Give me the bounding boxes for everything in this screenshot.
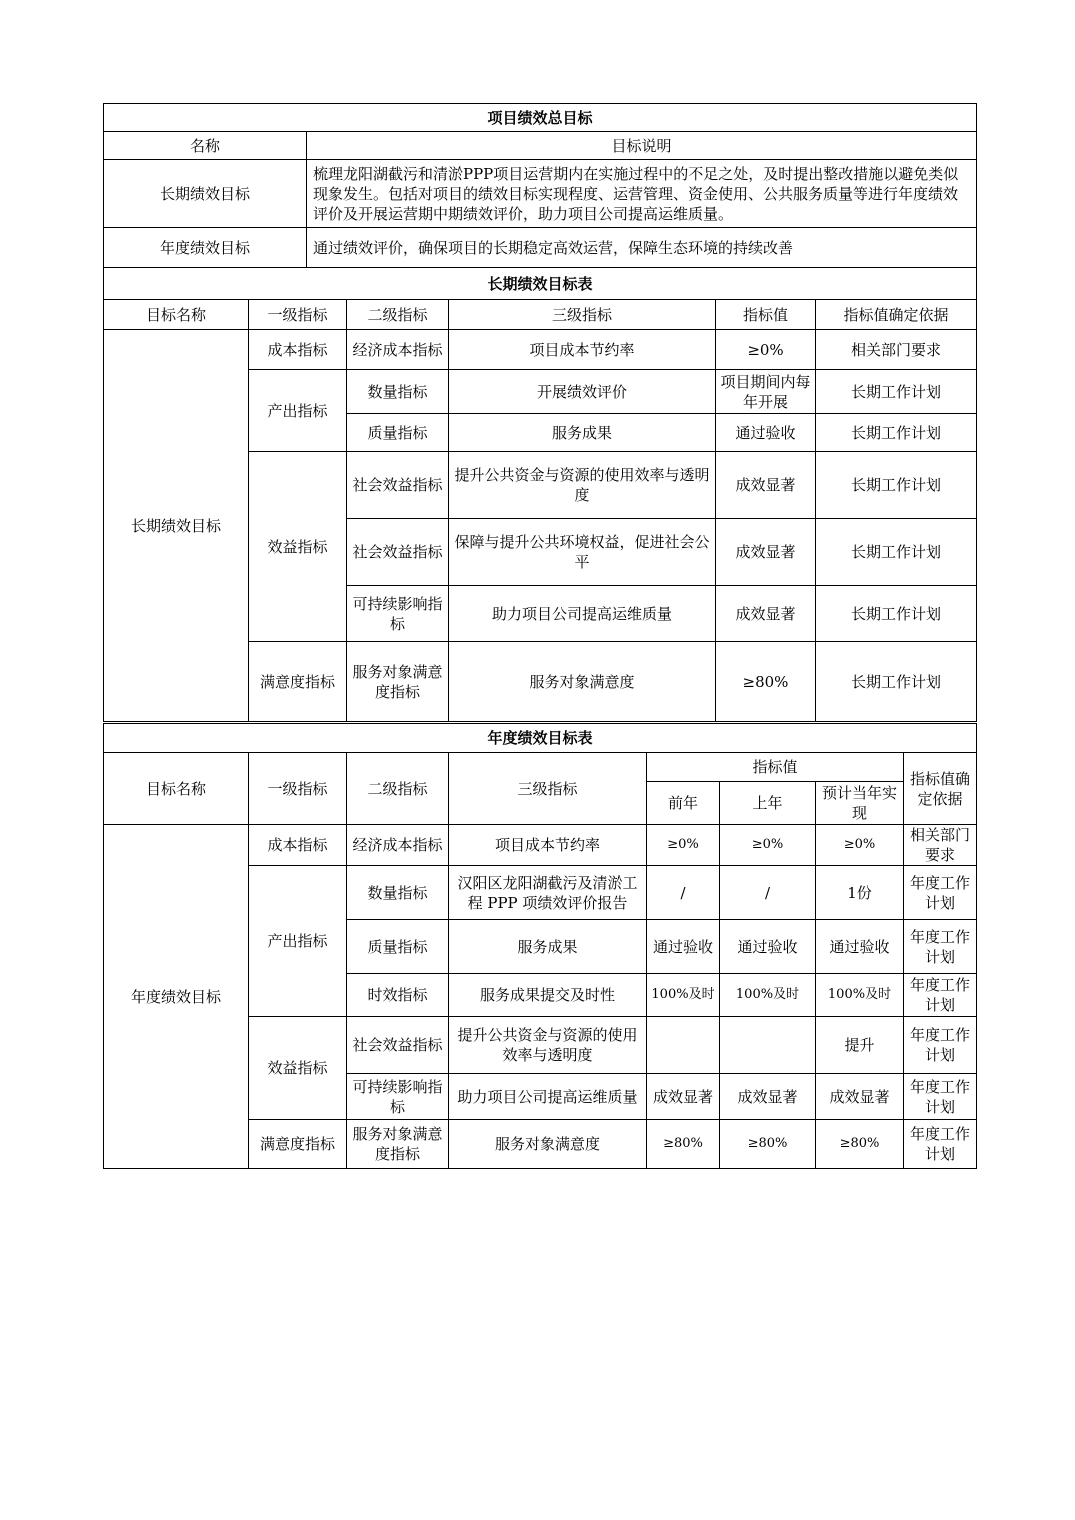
level2-cell: 社会效益指标: [347, 1017, 449, 1074]
current-cell: 1份: [816, 866, 904, 920]
basis-cell: 长期工作计划: [816, 370, 977, 414]
header-name: 名称: [104, 132, 307, 160]
basis-cell: 年度工作计划: [904, 1017, 977, 1074]
level1-cell: 效益指标: [249, 1017, 347, 1120]
col-header: 指标值: [716, 300, 816, 330]
basis-cell: 年度工作计划: [904, 920, 977, 974]
basis-cell: 长期工作计划: [816, 519, 977, 586]
level2-cell: 数量指标: [347, 866, 449, 920]
value-subheader: 前年: [647, 782, 720, 825]
level3-cell: 服务成果提交及时性: [449, 974, 647, 1017]
basis-cell: 长期工作计划: [816, 452, 977, 519]
col-header: 一级指标: [249, 753, 347, 825]
prev1-cell: 100%及时: [720, 974, 816, 1017]
level2-cell: 时效指标: [347, 974, 449, 1017]
basis-cell: 长期工作计划: [816, 586, 977, 642]
col-header: 三级指标: [449, 753, 647, 825]
level3-cell: 汉阳区龙阳湖截污及清淤工程 PPP 项绩效评价报告: [449, 866, 647, 920]
prev1-cell: 通过验收: [720, 920, 816, 974]
level3-cell: 项目成本节约率: [449, 330, 716, 370]
level2-cell: 可持续影响指标: [347, 586, 449, 642]
prev2-cell: ≥0%: [647, 825, 720, 866]
current-cell: ≥0%: [816, 825, 904, 866]
level2-cell: 经济成本指标: [347, 330, 449, 370]
current-cell: 提升: [816, 1017, 904, 1074]
header-desc: 目标说明: [307, 132, 977, 160]
level2-cell: 可持续影响指标: [347, 1074, 449, 1120]
basis-cell: 相关部门要求: [904, 825, 977, 866]
value-subheader: 上年: [720, 782, 816, 825]
value-subheader: 预计当年实现: [816, 782, 904, 825]
prev2-cell: 通过验收: [647, 920, 720, 974]
basis-cell: 相关部门要求: [816, 330, 977, 370]
prev1-cell: /: [720, 866, 816, 920]
level3-cell: 服务对象满意度: [449, 1120, 647, 1169]
level3-cell: 服务成果: [449, 920, 647, 974]
prev2-cell: 100%及时: [647, 974, 720, 1017]
col-header: 二级指标: [347, 300, 449, 330]
col-header: 指标值: [647, 753, 904, 782]
long-goal-desc: 梳理龙阳湖截污和清淤PPP项目运营期内在实施过程中的不足之处，及时提出整改措施以避免类似现象发生。包括对项目的绩效目标实现程度、运营管理、资金使用、公共服务质量等进行年度绩效评价及开展运营期中期绩效评价，助力项目公司提高运维质量。: [307, 160, 977, 228]
level2-cell: 质量指标: [347, 920, 449, 974]
value-cell: 项目期间内每年开展: [716, 370, 816, 414]
annual-goal-desc: 通过绩效评价，确保项目的长期稳定高效运营，保障生态环境的持续改善: [307, 228, 977, 268]
level2-cell: 社会效益指标: [347, 452, 449, 519]
value-cell: ≥80%: [716, 642, 816, 722]
level1-cell: 满意度指标: [249, 1120, 347, 1169]
level2-cell: 服务对象满意度指标: [347, 642, 449, 722]
basis-cell: 长期工作计划: [816, 642, 977, 722]
goal-name-cell: 长期绩效目标: [104, 330, 249, 722]
basis-cell: 年度工作计划: [904, 1120, 977, 1169]
col-header: 三级指标: [449, 300, 716, 330]
col-header: 目标名称: [104, 753, 249, 825]
col-header: 一级指标: [249, 300, 347, 330]
prev2-cell: 成效显著: [647, 1074, 720, 1120]
basis-cell: 年度工作计划: [904, 974, 977, 1017]
col-header: 指标值确定依据: [904, 753, 977, 825]
level3-cell: 提升公共资金与资源的使用效率与透明度: [449, 1017, 647, 1074]
value-cell: ≥0%: [716, 330, 816, 370]
value-cell: 成效显著: [716, 452, 816, 519]
level1-cell: 成本指标: [249, 330, 347, 370]
level1-cell: 满意度指标: [249, 642, 347, 722]
level1-cell: 产出指标: [249, 370, 347, 452]
prev2-cell: ≥80%: [647, 1120, 720, 1169]
level3-cell: 助力项目公司提高运维质量: [449, 586, 716, 642]
level2-cell: 服务对象满意度指标: [347, 1120, 449, 1169]
basis-cell: 年度工作计划: [904, 866, 977, 920]
level2-cell: 经济成本指标: [347, 825, 449, 866]
level2-cell: 社会效益指标: [347, 519, 449, 586]
level3-cell: 保障与提升公共环境权益，促进社会公平: [449, 519, 716, 586]
prev1-cell: ≥80%: [720, 1120, 816, 1169]
prev1-cell: 成效显著: [720, 1074, 816, 1120]
prev2-cell: [647, 1017, 720, 1074]
level3-cell: 提升公共资金与资源的使用效率与透明度: [449, 452, 716, 519]
level3-cell: 服务对象满意度: [449, 642, 716, 722]
level2-cell: 质量指标: [347, 414, 449, 452]
col-header: 目标名称: [104, 300, 249, 330]
level1-cell: 产出指标: [249, 866, 347, 1017]
annual-table-title: 年度绩效目标表: [104, 724, 977, 753]
value-cell: 成效显著: [716, 519, 816, 586]
goal-name-cell: 年度绩效目标: [104, 825, 249, 1169]
col-header: 二级指标: [347, 753, 449, 825]
level3-cell: 开展绩效评价: [449, 370, 716, 414]
value-cell: 成效显著: [716, 586, 816, 642]
prev1-cell: ≥0%: [720, 825, 816, 866]
annual-goal-label: 年度绩效目标: [104, 228, 307, 268]
long-term-table: [103, 267, 977, 722]
level2-cell: 数量指标: [347, 370, 449, 414]
prev2-cell: /: [647, 866, 720, 920]
long-goal-label: 长期绩效目标: [104, 160, 307, 228]
current-cell: 成效显著: [816, 1074, 904, 1120]
level1-cell: 效益指标: [249, 452, 347, 642]
level3-cell: 助力项目公司提高运维质量: [449, 1074, 647, 1120]
prev1-cell: [720, 1017, 816, 1074]
basis-cell: 长期工作计划: [816, 414, 977, 452]
level3-cell: 项目成本节约率: [449, 825, 647, 866]
col-header: 指标值确定依据: [816, 300, 977, 330]
summary-table: [103, 103, 977, 268]
summary-title: 项目绩效总目标: [104, 104, 977, 132]
level1-cell: 成本指标: [249, 825, 347, 866]
current-cell: ≥80%: [816, 1120, 904, 1169]
annual-table: [103, 723, 977, 1169]
current-cell: 100%及时: [816, 974, 904, 1017]
current-cell: 通过验收: [816, 920, 904, 974]
level3-cell: 服务成果: [449, 414, 716, 452]
basis-cell: 年度工作计划: [904, 1074, 977, 1120]
long-table-title: 长期绩效目标表: [104, 268, 977, 300]
value-cell: 通过验收: [716, 414, 816, 452]
